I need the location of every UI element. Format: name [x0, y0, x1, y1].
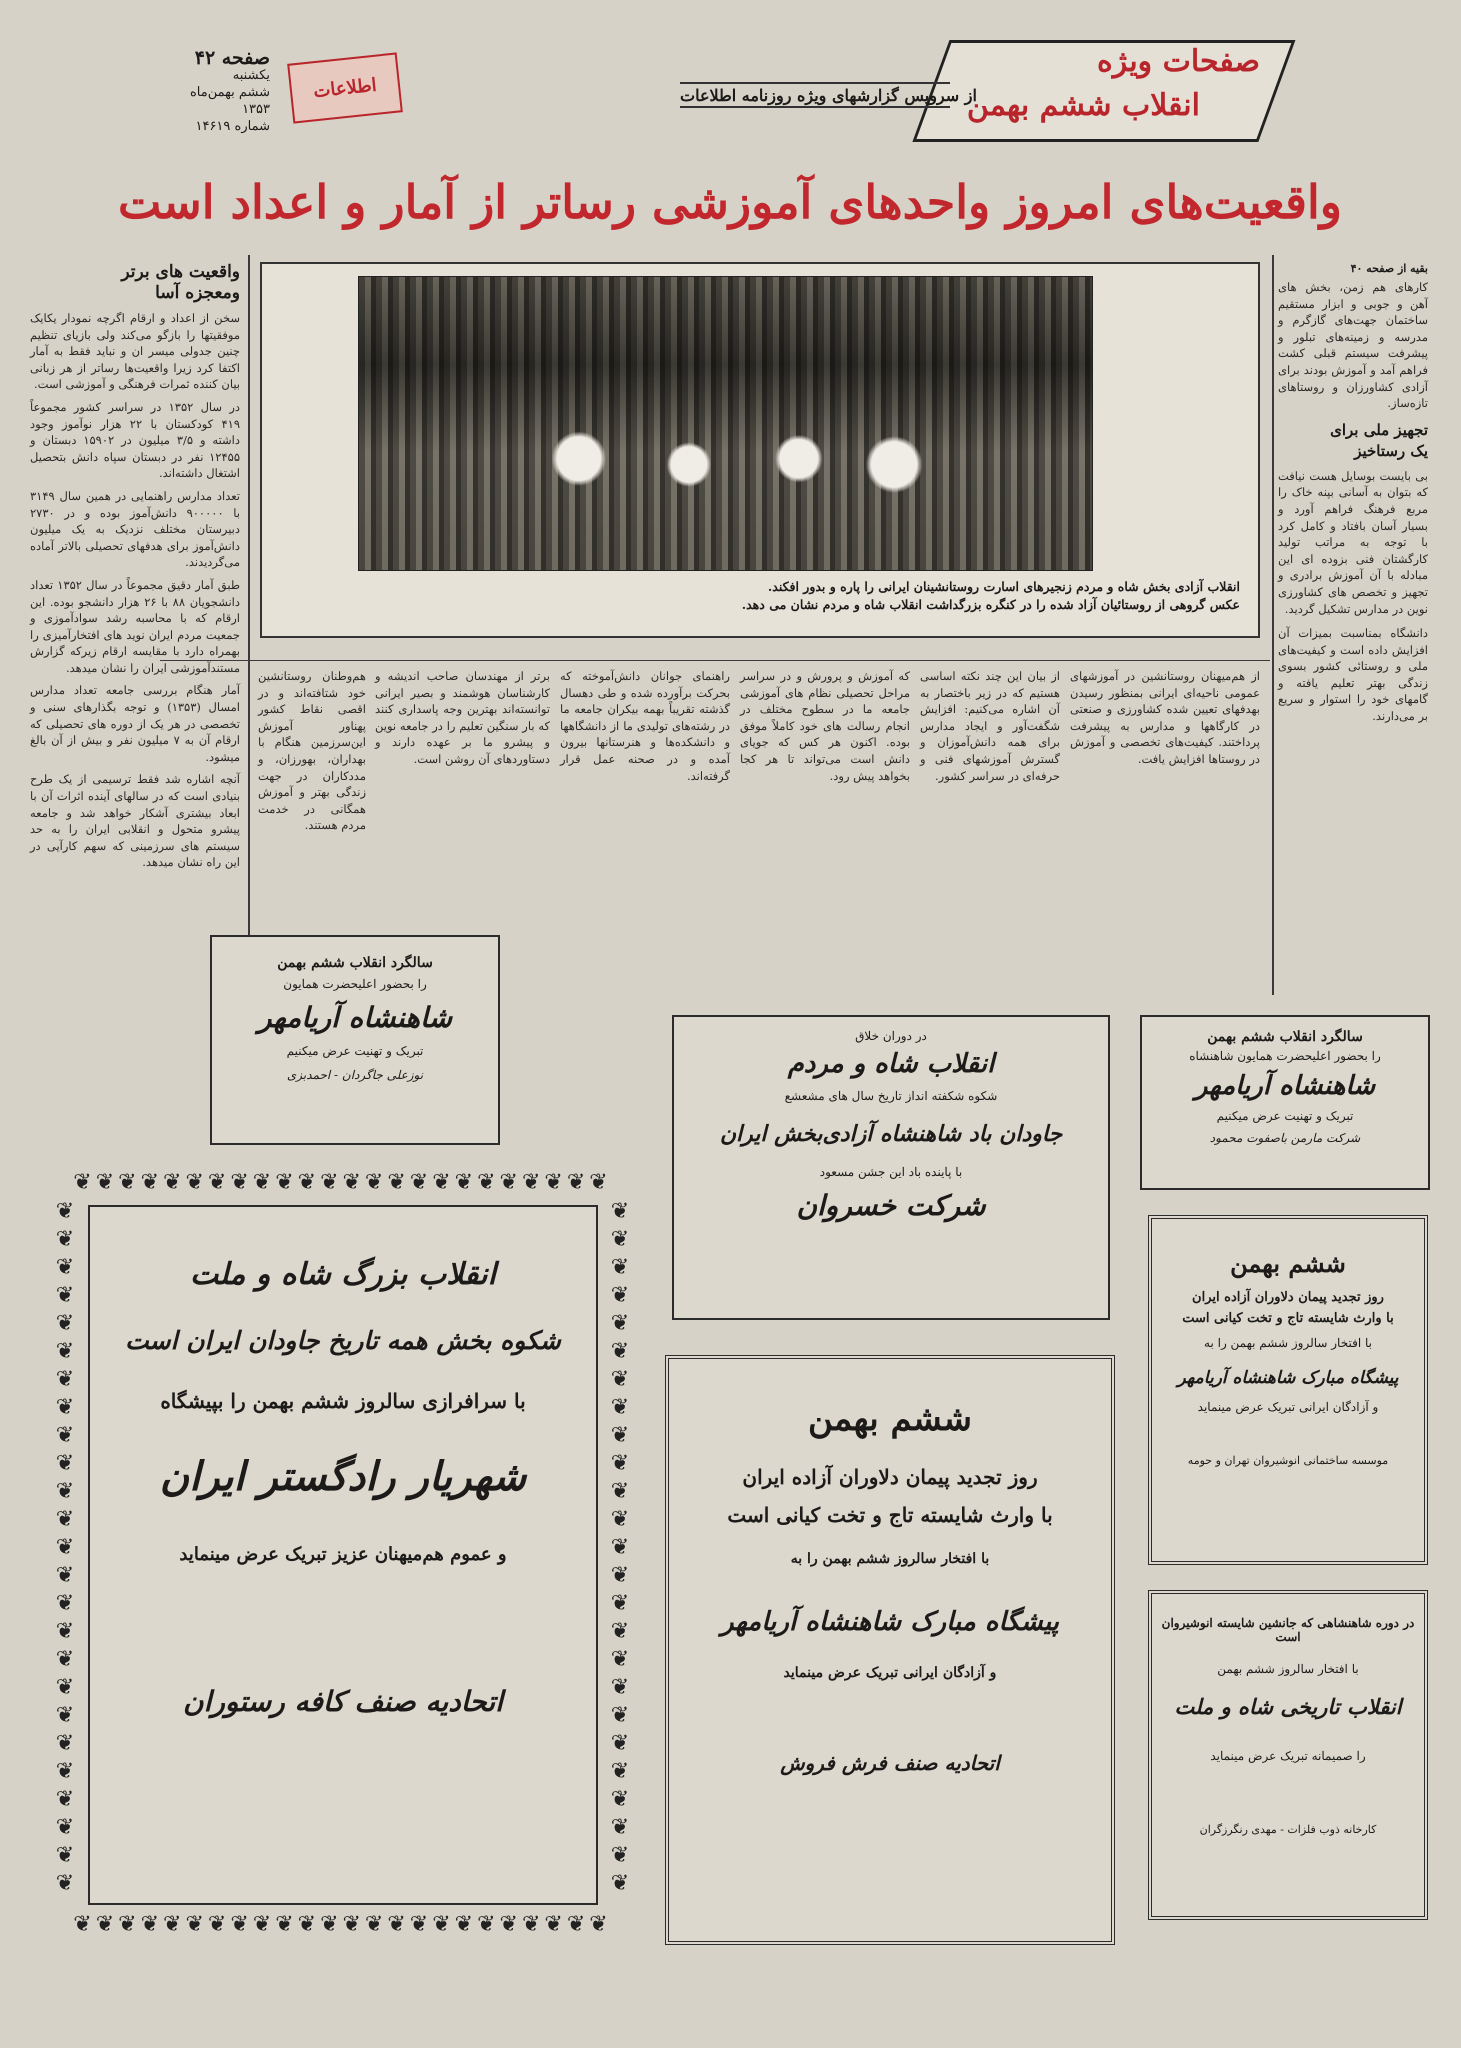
- date-label: ششم بهمن‌ماه: [189, 85, 270, 100]
- ad-line: روز تجدید پیمان دلاوران آزاده ایران: [742, 1465, 1038, 1489]
- ad-line: سالگرد انقلاب ششم بهمن: [277, 955, 433, 971]
- ad-line: در دوران خلاق: [855, 1029, 927, 1043]
- right-subtitle-1: تجهیز ملی برای: [1330, 420, 1428, 439]
- body-column: که آموزش و پرورش و در سراسر مراحل تحصیلی نظام های آموزشی جامعه ما در سطوح مختلف در انجام رسالت های خود کاملاً موفق بوده. اکنون هر کس که جویای دانش است می‌تواند تا هر کجا بخواهد پیش رود.: [740, 669, 910, 783]
- ad-line: انقلاب شاه و مردم: [787, 1049, 995, 1079]
- ornament-top-border: ❦❦❦❦❦❦❦❦❦❦❦❦❦❦❦❦❦❦❦❦❦❦❦❦: [73, 1170, 612, 1195]
- right-subtitle-2: یک رستاخیز: [1354, 441, 1428, 460]
- ad-line: شاهنشاه آریامهر: [1194, 1071, 1376, 1101]
- right-column-rule: [1272, 255, 1274, 995]
- ad-top-left: [210, 935, 500, 1145]
- ad-signature: کارخانه ذوب فلزات - مهدی رنگرزگران: [1199, 1823, 1377, 1836]
- ad-line: تبریک و تهنیت عرض میکنیم: [286, 1044, 424, 1058]
- body-column: از هم‌میهنان روستانشین در آموزشهای عمومی ناحیه‌ای ایرانی بمنظور رسیدن بهدفهای تعیین شده کشاورزی و صنعتی در کارگاهها و مدارس به پیشرفت پرداختند. کیفیت‌های تخصصی و آموزش در روستاها افزایش یافت.: [1070, 669, 1260, 766]
- ad-line: را بحضور اعلیحضرت همایون شاهنشاه: [1189, 1049, 1381, 1063]
- ad-bottom-left: [88, 1205, 598, 1905]
- ad-line: را صمیمانه تبریک عرض مینماید: [1210, 1749, 1366, 1763]
- ornament-left-border: ❦ ❦ ❦ ❦ ❦ ❦ ❦ ❦ ❦ ❦ ❦ ❦ ❦ ❦ ❦ ❦ ❦ ❦ ❦ ❦ ❦ ❦ ❦ ❦ ❦: [55, 1199, 75, 1896]
- ad-top-right: [1140, 1015, 1430, 1190]
- left-paragraph: تعداد مدارس راهنمایی در همین سال ۳۱۴۹ با ۹۰۰۰۰۰ دانش‌آموز بوده و در ۲۷۳۰ دبیرستان مختلف نزدیک به یک میلیون دانش‌آموز برای هدفهای تحصیلی بالاتر آماده می‌گردیدند.: [30, 488, 240, 570]
- ad-signature: شرکت خسروان: [796, 1189, 986, 1222]
- ad-line: با وارث شایسته تاج و تخت کیانی است: [1182, 1311, 1394, 1326]
- ad-line: با پاینده باد این جشن مسعود: [819, 1165, 963, 1179]
- ad-line: انقلاب تاریخی شاه و ملت: [1174, 1694, 1402, 1719]
- ad-line: با وارث شایسته تاج و تخت کیانی است: [727, 1503, 1053, 1527]
- page-info: [150, 47, 270, 135]
- photo-caption: [300, 578, 1240, 614]
- ad-line: با افتخار سالروز ششم بهمن: [1217, 1662, 1359, 1676]
- left-column-title-1: واقعیت های برتر: [121, 262, 240, 282]
- page-number: صفحه ۴۲: [194, 47, 270, 69]
- right-column: [1278, 258, 1428, 725]
- ad-line: ششم بهمن: [1230, 1249, 1346, 1278]
- right-paragraph: بی بایست بوسایل هست نیافت که بتوان به آسانی بپنه خاک را مربع فرهنگ فراهم آورد و بسیار آسان بافتاد و کامل کرد با توجه به مراتب تولید کارگشتان فنی بزوده ای این مبادله با آن آموزش برادری و تجهیز و تخصص های کشاورزی نوین در مدارس تشکیل گردید.: [1278, 468, 1428, 616]
- left-paragraph: طبق آمار دقیق مجموعاً در سال ۱۳۵۲ تعداد دانشجویان ۸۸ با ۲۶ هزار دانشجو بوده. این ارقام که با محاسبه رشد سواد‌آموزی و جمعیت مردم ایران نوید های افتخارآمیزی را بهمراه دارد با مقایسه ارقام زیرکه گزارش مستندآموزشی ایران را نشان میدهد.: [30, 577, 241, 675]
- ad-line: ششم بهمن: [808, 1399, 972, 1439]
- caption-line-2: عکس گروهی از روستائیان آزاد شده را در کنگره بزرگداشت انقلاب شاه و مردم نشان می دهد.: [741, 597, 1240, 612]
- body-top-rule: [160, 660, 1270, 661]
- ad-middle-right: [1148, 1215, 1428, 1565]
- left-column: [30, 262, 240, 871]
- congress-photo: [358, 276, 1093, 571]
- ad-line: انقلاب بزرگ شاه و ملت: [190, 1257, 496, 1292]
- day-label: یکشنبه: [232, 68, 270, 83]
- ad-line: در دوره شاهنشاهی که جانشین شایسته انوشیروان است: [1161, 1616, 1415, 1644]
- body-column: برتر از مهندسان صاحب اندیشه و کارشناسان هوشمند و بصیر ایرانی توانسته‌اند بهترین وجه پاسداری کنند که بار سنگین تعلیم را در جامعه نوین و پیشرو ما بر عهده دارند و دستاوردهای آن روشن است.: [375, 669, 550, 766]
- ad-top-center: [672, 1015, 1110, 1320]
- continued-note: بقیه از صفحه ۴۰: [1350, 262, 1428, 275]
- ad-line: سالگرد انقلاب ششم بهمن: [1207, 1029, 1363, 1045]
- issue-number: شماره ۱۴۶۱۹: [195, 119, 270, 134]
- ad-line: با افتخار سالروز ششم بهمن را به: [1204, 1336, 1372, 1350]
- ornament-bottom-border: ❦❦❦❦❦❦❦❦❦❦❦❦❦❦❦❦❦❦❦❦❦❦❦❦: [73, 1912, 612, 1937]
- logo-text: اطلاعات: [312, 74, 378, 103]
- left-paragraph: آنچه اشاره شد فقط ترسیمی از یک طرح بنیادی است که در سالهای آینده اثرات آن با ابعاد بیشتری آشکار خواهد شد و جامعه پیشرو متحول و انقلابی ایران را به حد سیستم های سرزمینی که سهم کارآیی در این راه نشان میدهد.: [30, 772, 240, 870]
- ad-signature: نوزعلی جاگردان - احمدبزی: [286, 1068, 424, 1082]
- year-label: ۱۳۵۳: [242, 102, 270, 117]
- left-paragraph: آمار هنگام بررسی جامعه تعداد مدارس امسال (۱۳۵۳) و توجه بگذارهای سنی و تخصصی در هر یک از دوره های تحصیلی که ارقام آن به ۷ میلیون نفر و بیش از آن بالغ میشود.: [30, 683, 241, 764]
- left-paragraph: در سال ۱۳۵۲ در سراسر کشور مجموعاً ۴۱۹ کودکستان با ۲۲ هزار نوآموز وجود داشته و ۳/۵ میلیون در ۱۵۹۰۲ دبستان و ۱۲۴۵۵ نفر در دبستان سپاه دانش بتحصیل اشتغال داشته‌اند.: [30, 399, 240, 481]
- ad-line: شاهنشاه آریامهر: [257, 1001, 453, 1034]
- ad-bottom-center: [665, 1355, 1115, 1945]
- special-pages-title: صفحات ویژه: [1097, 44, 1260, 79]
- ad-line: تبریک و تهنیت عرض میکنیم: [1216, 1109, 1354, 1123]
- ad-line: جاودان باد شاهنشاه آزادی‌بخش ایران: [719, 1121, 1063, 1147]
- body-column: راهنمای جوانان دانش‌آموخته که بحرکت برآورده شده و طی دهسال گذشته تقریباً بهمه بیکران جامعه ما در رشته‌های تولیدی ما از دانشگاهها و دانشکده‌ها و هنرستانها بیرون آمده و در صحنه عمل قرار گرفته‌اند.: [560, 669, 730, 783]
- ad-line: و آزادگان ایرانی تبریک عرض مینماید: [1197, 1400, 1379, 1414]
- right-paragraph: کارهای هم زمن، بخش های آهن و جوبی و ابزار مستقیم ساختمان جهت‌های گازگرم و مدرسه و زمینه‌های تبلور و پیشرفت سیستم قبلی کشت فراهم آمد و آموزش بودند برای آزادی کشاورزان و روستاهای تازه‌ساز.: [1278, 280, 1428, 411]
- ad-line: با افتخار سالروز ششم بهمن را به: [790, 1551, 990, 1567]
- ad-signature: اتحادیه صنف فرش فروش: [780, 1751, 1000, 1775]
- ad-line: با سرافرازی سالروز ششم بهمن را بپیشگاه: [160, 1389, 526, 1413]
- ad-bottom-right: [1148, 1590, 1428, 1920]
- ad-signature: شرکت مارمن باصفوت محمود: [1209, 1131, 1361, 1145]
- revolution-subtitle: انقلاب ششم بهمن: [966, 88, 1200, 123]
- main-headline: واقعیت‌های امروز واحدهای آموزشی رساتر از آمار و اعداد است: [118, 175, 1342, 229]
- ad-line: شکوه بخش همه تاریخ جاودان ایران است: [125, 1326, 561, 1355]
- newspaper-logo: [287, 52, 403, 123]
- body-column: هم‌وطنان روستانشین خود شتافته‌اند و در اقصی نقاط کشور پهناور آموزش این‌سرزمین هنگام با بهداران، بهورزان، و مددکاران در جهت زندگی بهتر و آموزش همگانی در خدمت مردم هستند.: [258, 669, 366, 833]
- ad-signature: موسسه ساختمانی انوشیروان تهران و حومه: [1187, 1454, 1389, 1467]
- ad-signature: اتحادیه صنف کافه رستوران: [183, 1685, 503, 1718]
- ad-line: را بحضور اعلیحضرت همایون: [283, 977, 427, 991]
- body-column: از بیان این چند نکته اساسی هستیم که در زیر باختصار به آن اشاره می‌کنیم: افزایش شگفت‌آور و ایجاد مدارس برای همه دانش‌آموزان و گسترش آموزشهای فنی و حرفه‌ای در سراسر کشور.: [920, 669, 1060, 783]
- series-label: از سرویس گزارشهای ویژه روزنامه اطلاعات: [680, 86, 977, 105]
- left-paragraph: سخن از اعداد و ارقام اگرچه نمودار یکایک موفقیتها را بازگو می‌کند ولی بازیای تنظیم چنین جدولی میسر ان و نباید فقط به آمار اکتفا کرد زیرا واقعیت‌ها رساتر از هر زبانی بیان کننده ثمرات فرهنگی و آموزشی است.: [30, 311, 240, 392]
- left-column-title-2: ومعجزه آسا: [155, 283, 240, 303]
- ad-line: شکوه شکفته انداز تاریخ سال های مشعشع: [784, 1089, 998, 1103]
- ad-line: پیشگاه مبارک شاهنشاه آریامهر: [1177, 1368, 1399, 1388]
- ad-line: و آزادگان ایرانی تبریک عرض مینماید: [783, 1665, 997, 1681]
- caption-line-1: انقلاب آزادی بخش شاه و مردم زنجیرهای اسارت روستانشینان ایرانی را پاره و بدور افکند.: [767, 579, 1240, 594]
- right-paragraph: دانشگاه بمناسبت بمیزات آن افزایش داده است و کیفیت‌های ملی و روستائی کشور بسوی زندگی بهتر تعلیم یافته و گامهای خود را استوار و سریع بر می‌دارند.: [1278, 626, 1428, 724]
- ad-line: پیشگاه مبارک شاهنشاه آریامهر: [720, 1607, 1060, 1637]
- ad-line: روز تجدید پیمان دلاوران آزاده ایران: [1192, 1290, 1384, 1305]
- ornament-right-border: ❦ ❦ ❦ ❦ ❦ ❦ ❦ ❦ ❦ ❦ ❦ ❦ ❦ ❦ ❦ ❦ ❦ ❦ ❦ ❦ ❦ ❦ ❦ ❦ ❦: [610, 1199, 630, 1896]
- ad-line: و عموم هم‌میهنان عزیز تبریک عرض مینماید: [179, 1544, 507, 1565]
- ad-line: شهریار رادگستر ایران: [159, 1453, 527, 1500]
